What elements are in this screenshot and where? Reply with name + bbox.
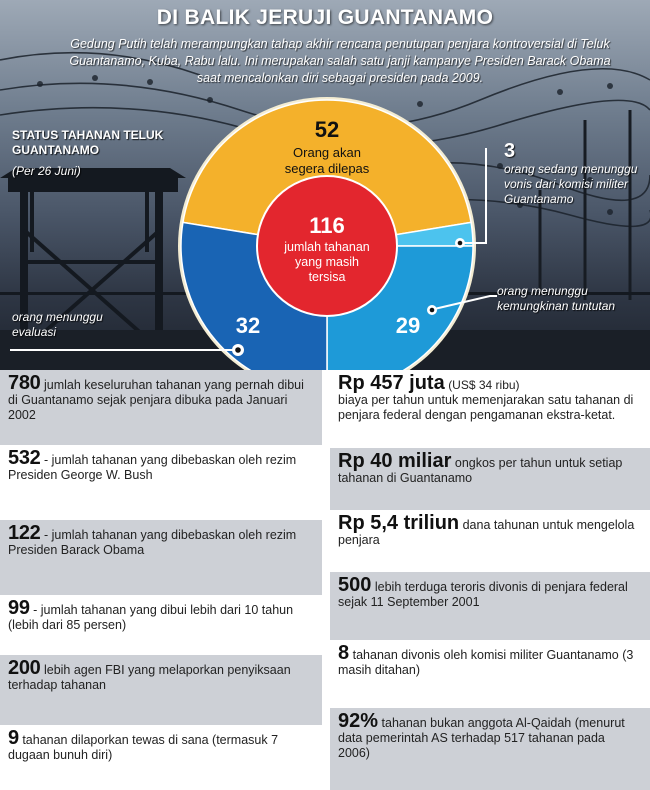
center-value: 116: [309, 213, 345, 238]
fact-left-4: [0, 595, 322, 655]
facts-grid: [0, 370, 650, 790]
fact-text: ongkos per tahun untuk setiap tahanan di Guantanamo: [338, 456, 623, 485]
fact-text: lebih terduga teroris divonis di penjara federal sejak 11 September 2001: [338, 580, 628, 609]
segment-label-52-line2: segera dilepas: [284, 161, 370, 176]
fact-right-6: [330, 708, 650, 790]
callout-awaiting-evaluation: orang menunggu evaluasi: [12, 310, 103, 339]
intro-paragraph: Gedung Putih telah merampungkan tahap akhir rencana penutupan penjara kontroversial di Teluk Guantanamo, Kuba, Rabu lalu. Ini merupakan salah satu janji kampanye Presiden Barack Obama saat mencalonkan diri sebagai presiden pada 2009.: [69, 37, 611, 85]
segment-value-32: 32: [235, 313, 261, 338]
fact-number: 9: [8, 727, 19, 749]
center-label-line1: jumlah tahanan: [284, 240, 370, 254]
fact-left-1: [0, 370, 322, 445]
callout-awaiting-verdict: [504, 140, 644, 207]
fact-right-2: [330, 448, 650, 510]
callout-awaiting-charges: orang menunggu kemungkinan tuntutan: [497, 284, 616, 313]
segment-value-29: 29: [395, 313, 421, 338]
fact-right-4: [330, 572, 650, 640]
center-label-line3: tersisa: [308, 270, 346, 284]
fact-number: 92%: [338, 710, 379, 732]
fact-text: lebih agen FBI yang melaporkan penyiksaan terhadap tahanan: [8, 663, 291, 692]
status-date: (Per 26 Juni): [12, 164, 81, 178]
fact-right-3: [330, 510, 650, 572]
fact-subvalue: (US$ 34 ribu): [448, 378, 520, 392]
fact-text: jumlah keseluruhan tahanan yang pernah dibui di Guantanamo sejak penjara dibuka pada Januari 2002: [8, 378, 304, 422]
fact-left-6: [0, 725, 322, 790]
fact-right-5: [330, 640, 650, 708]
fact-number: 780: [8, 372, 41, 394]
fact-text: tahanan divonis oleh komisi militer Guantanamo (3 masih ditahan): [338, 648, 634, 677]
fact-number: 200: [8, 657, 41, 679]
fact-left-2: [0, 445, 322, 520]
callout-text: orang sedang menunggu vonis dari komisi militer Guantanamo: [504, 162, 638, 206]
status-title: STATUS TAHANAN TELUK GUANTANAMO: [12, 128, 164, 157]
fact-number: Rp 5,4 triliun: [338, 512, 460, 534]
segment-label-52-line1: Orang akan: [293, 145, 361, 160]
segment-value-52: 52: [314, 117, 340, 142]
callout-value: 3: [504, 140, 516, 162]
page-title: DI BALIK JERUJI GUANTANAMO: [156, 6, 494, 29]
fact-number: 500: [338, 574, 372, 596]
fact-text: - jumlah tahanan yang dibui lebih dari 10 tahun (lebih dari 85 persen): [8, 603, 294, 632]
fact-number: Rp 40 miliar: [338, 450, 452, 472]
fact-left-5: [0, 655, 322, 725]
fact-text: tahanan dilaporkan tewas di sana (termasuk 7 dugaan bunuh diri): [8, 733, 279, 762]
fact-text: dana tahunan untuk mengelola penjara: [338, 518, 635, 547]
fact-number: 99: [8, 597, 30, 619]
fact-number: Rp 457 juta: [338, 372, 445, 394]
fact-number: 122: [8, 522, 41, 544]
fact-number: 532: [8, 447, 41, 469]
fact-text: tahanan bukan anggota Al-Qaidah (menurut data pemerintah AS terhadap 517 tahanan pada 2006): [338, 716, 625, 760]
center-label-line2: yang masih: [295, 255, 359, 269]
fact-number: 8: [338, 642, 350, 664]
header-photo-panel: [0, 0, 650, 370]
fact-text: - jumlah tahanan yang dibebaskan oleh rezim Presiden George W. Bush: [8, 453, 297, 482]
fact-left-3: [0, 520, 322, 595]
fact-text: - jumlah tahanan yang dibebaskan oleh rezim Presiden Barack Obama: [8, 528, 297, 557]
fact-right-1: [330, 370, 650, 448]
fact-text: biaya per tahun untuk memenjarakan satu tahanan di penjara federal dengan pengamanan ekstra-ketat.: [338, 393, 634, 422]
